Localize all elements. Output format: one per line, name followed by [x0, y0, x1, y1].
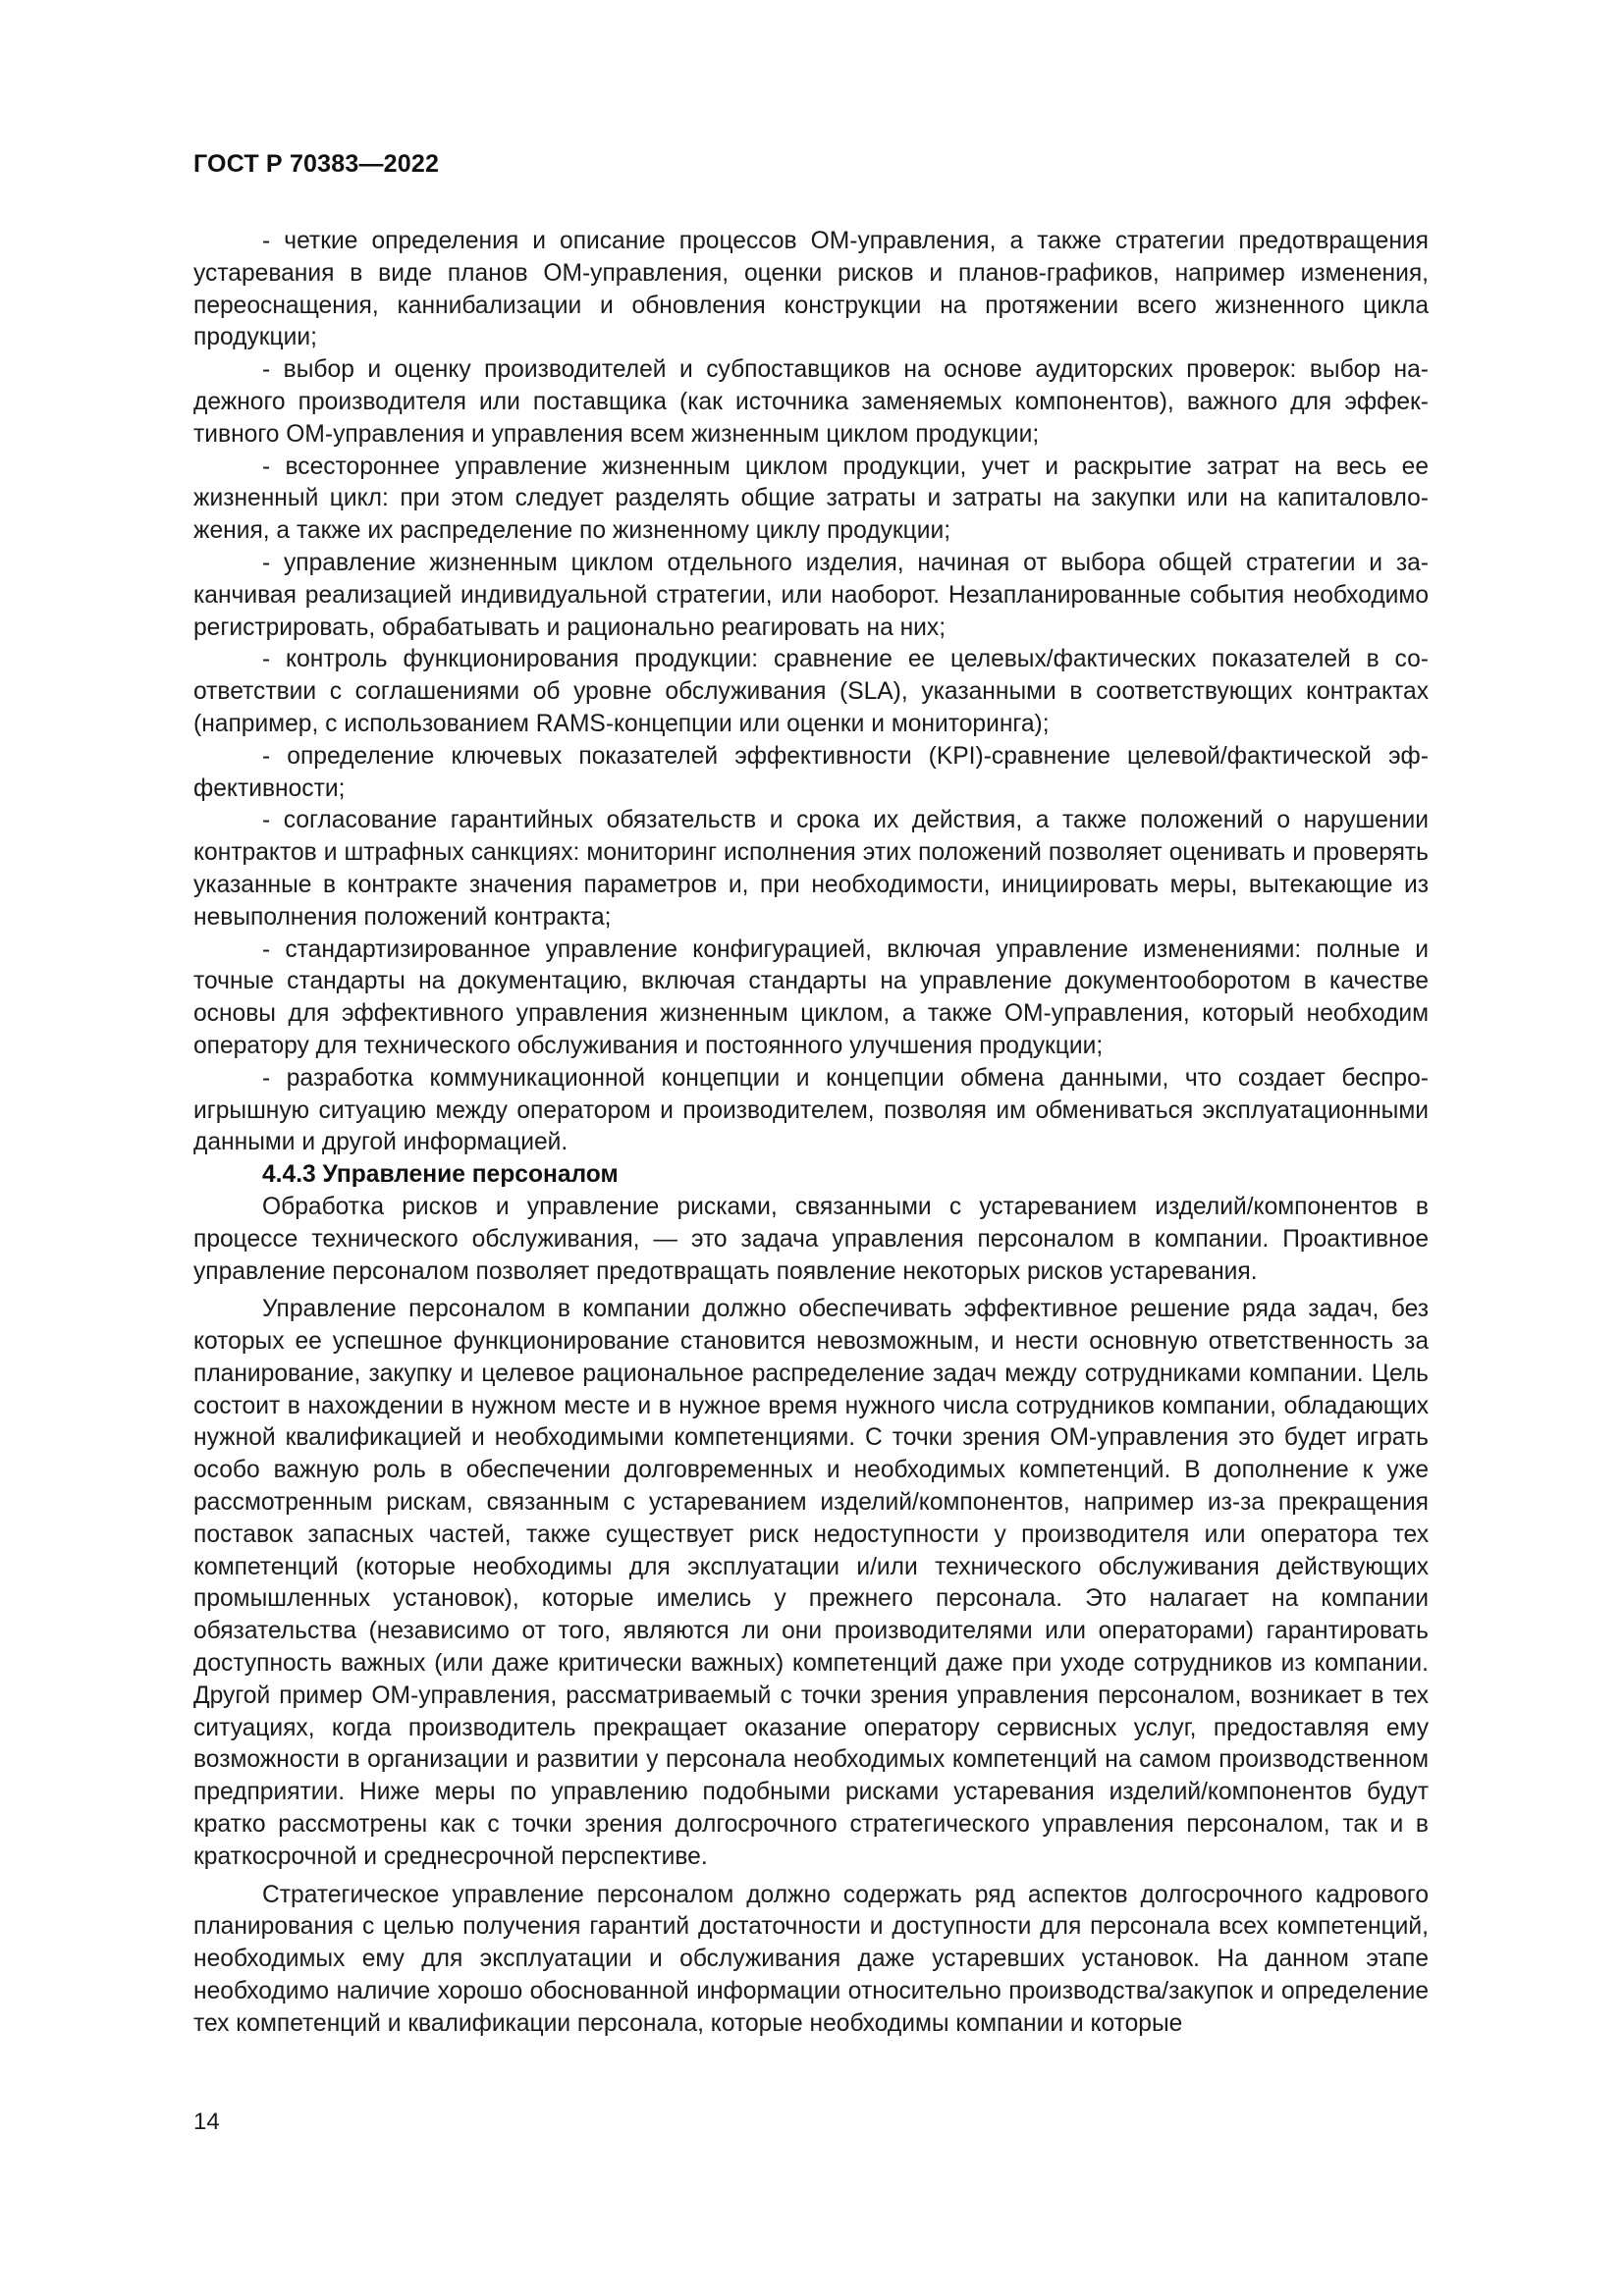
body-paragraph: Управление персоналом в компании должно обеспечивать эффективное решение ряда задач, без которых ее успешное функционирование становится невозможным, и нести основную ответственность за планирование, закупку и целевое рациональное распределение задач между сотрудниками компании. Цель состоит в нахождении в нужном месте и в нужное время нужного числа сотрудников компании, обладающих нужной квалификацией и необходимыми компетенциями. С точки зрения ОМ-управления это будет играть особо важную роль в обеспечении долговременных и необходимых компетенций. В дополнение к уже рассмотренным рискам, связанным с устареванием изделий/компонентов, например из-за прекращения поставок запасных частей, также существует риск недоступности у производителя или оператора тех компетенций (которые необходимы для эксплуатации и/или технического обслуживания действующих промышленных установок), которые имелись у прежнего персонала. Это налагает на компании обязательства (независимо от того, являются ли они производителями или операторами) гарантировать доступность важных (или даже критически важных) компетенций даже при уходе сотрудников из компании. Другой пример ОМ-управления, рассматриваемый с точки зрения управления персоналом, возникает в тех ситуациях, когда производитель прекращает оказание оператору сервисных услуг, предоставляя ему возможности в организации и развитии у персонала необходимых компетенций на самом производственном предприятии. Ниже меры по управлению подобными рисками устаревания изделий/компонентов будут кратко рассмотрены как с точки зрения долгосрочного стратегического управления персоналом, так и в краткосрочной и среднесрочной перспективе. [193, 1296, 1429, 1870]
section-heading: 4.4.3 Управление персоналом [262, 1161, 619, 1189]
list-item: - разработка коммуникационной концепции и концепции обмена данными, что создает беспроигрышную ситуацию между оператором и производителем, позволяя им обмениваться эксплуатационными данными и другой информацией. [193, 1064, 1429, 1156]
document-header: ГОСТ Р 70383—2022 [193, 150, 440, 178]
list-item: - управление жизненным циклом отдельного изделия, начиная от выбора общей стратегии и заканчивая реализацией индивидуальной стратегии, или наоборот. Незапланированные события необходимо регистрировать, обрабатывать и рационально реагировать на них; [193, 549, 1429, 641]
list-item: - определение ключевых показателей эффективности (KPI)-сравнение целевой/фактической эффективности; [193, 742, 1429, 802]
page-number: 14 [193, 2109, 220, 2135]
body-paragraph: Обработка рисков и управление рисками, связанными с устареванием изделий/компонентов в процессе технического обслуживания, — это задача управления персоналом в компании. Проактивное управление персоналом позволяет предотвращать появление некоторых рисков устаревания. [193, 1193, 1429, 1285]
list-item: - всестороннее управление жизненным циклом продукции, учет и раскрытие затрат на весь ее жизненный цикл: при этом следует разделять общие затраты и затраты на закупки или на капиталовложения, а также их распределение по жизненному циклу продукции; [193, 453, 1429, 545]
body-paragraph: Стратегическое управление персоналом должно содержать ряд аспектов долгосрочного кадрового планирования с целью получения гарантий достаточности и доступности для персонала всех компетенций, необходимых ему для эксплуатации и обслуживания даже устаревших установок. На данном этапе необходимо наличие хорошо обоснованной информации относительно производства/закупок и определение тех компетенций и квалификации персонала, которые необходимы компании и которые [193, 1881, 1429, 2037]
list-item: - согласование гарантийных обязательств и срока их действия, а также положений о нарушении контрактов и штрафных санкциях: мониторинг исполнения этих положений позволяет оценивать и проверять указанные в контракте значения параметров и, при необходимости, инициировать меры, вытекающие из невыполнения положений контракта; [193, 807, 1429, 931]
list-item: - четкие определения и описание процессов ОМ-управления, а также стратегии предотвращения устаревания в виде планов ОМ-управления, оценки рисков и планов-графиков, например изменения, переоснащения, каннибализации и обновления конструкции на протяжении всего жизненного цикла продукции; [193, 228, 1429, 351]
document-body [193, 226, 1429, 2041]
list-item: - выбор и оценку производителей и субпоставщиков на основе аудиторских проверок: выбор надежного производителя или поставщика (как источника заменяемых компонентов), важного для эффективного ОМ-управления и управления всем жизненным циклом продукции; [193, 356, 1429, 448]
list-item: - контроль функционирования продукции: сравнение ее целевых/фактических показателей в соответствии с соглашениями об уровне обслуживания (SLA), указанными в соответствующих контрактах (например, с использованием RAMS-концепции или оценки и мониторинга); [193, 646, 1429, 737]
list-item: - стандартизированное управление конфигурацией, включая управление изменениями: полные и точные стандарты на документацию, включая стандарты на управление документооборотом в качестве основы для эффективного управления жизненным циклом, а также ОМ-управления, который необходим оператору для технического обслуживания и постоянного улучшения продукции; [193, 935, 1429, 1059]
